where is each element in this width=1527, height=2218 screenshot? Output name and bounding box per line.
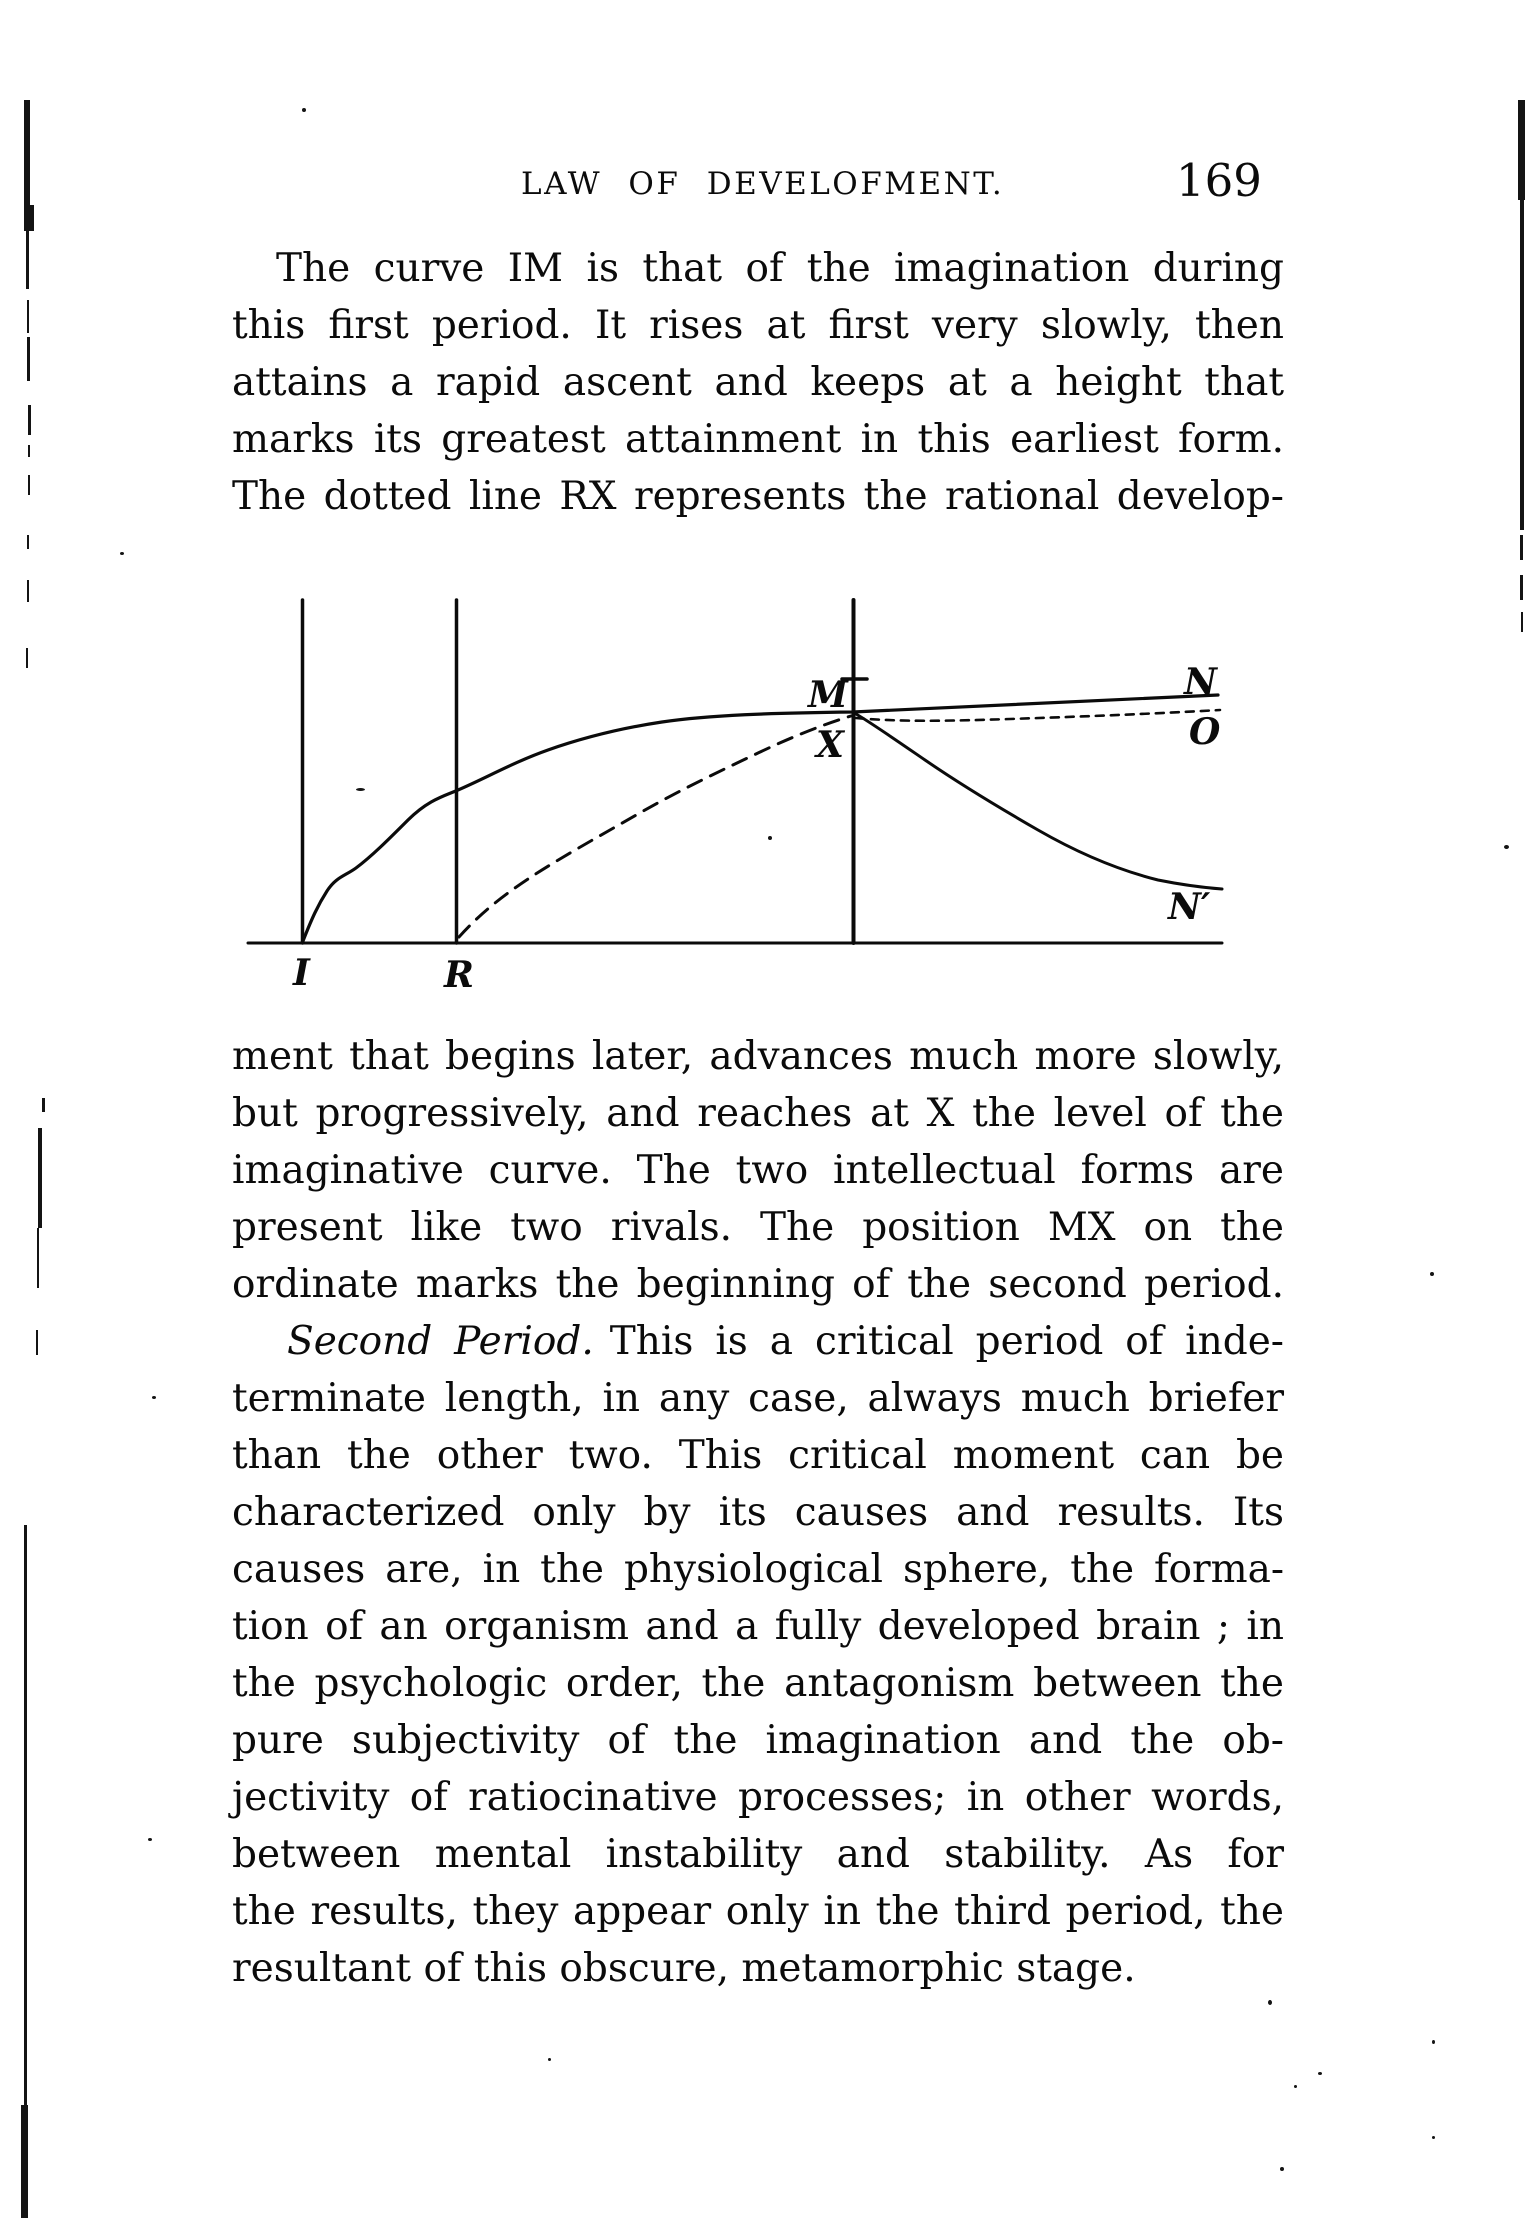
scan-artifact xyxy=(28,475,30,495)
scan-speck xyxy=(148,1838,152,1841)
scan-artifact xyxy=(27,535,29,549)
scan-artifact xyxy=(36,1330,38,1355)
text-line: than the other two. This critical moment can be xyxy=(232,1433,1284,1478)
figure-label-R: R xyxy=(444,954,474,996)
scan-artifact xyxy=(26,648,28,668)
text-line: the psychologic order, the antagonism between the xyxy=(232,1661,1284,1706)
scan-artifact xyxy=(1521,612,1523,632)
text-line: imaginative curve. The two intellectual forms are xyxy=(232,1148,1284,1193)
scan-artifact xyxy=(24,205,34,231)
scan-artifact xyxy=(28,445,30,457)
scan-artifact xyxy=(27,300,29,333)
text-line: tion of an organism and a fully developed brain ; in xyxy=(232,1604,1284,1649)
scan-speck xyxy=(1504,845,1509,849)
scan-artifact xyxy=(1520,200,1524,530)
paragraph-after-figure xyxy=(232,1028,1284,1313)
scan-speck xyxy=(548,2058,551,2061)
text-line: this first period. It rises at first very slowly, then xyxy=(232,303,1284,348)
scan-speck xyxy=(302,108,306,112)
scan-artifact xyxy=(38,1128,42,1228)
scan-artifact xyxy=(27,580,29,602)
scan-speck xyxy=(1280,2167,1284,2171)
scan-artifact xyxy=(42,1098,45,1112)
text-line: the results, they appear only in the third period, the xyxy=(232,1889,1284,1934)
text-line: pure subjectivity of the imagination and the ob- xyxy=(232,1718,1284,1763)
scan-artifact xyxy=(27,337,30,381)
curve-XO-dotted xyxy=(856,710,1220,721)
figure-label-O: O xyxy=(1189,711,1221,753)
second-period-lead: Second Period. xyxy=(287,1319,594,1364)
paragraph-second-period xyxy=(232,1313,1284,1997)
curve-RX-dashed xyxy=(459,716,851,937)
text-line: but progressively, and reaches at X the level of the xyxy=(232,1091,1284,1136)
figure-label-N: N xyxy=(1184,661,1217,703)
development-curve-figure xyxy=(180,550,1300,1030)
text-line xyxy=(232,1313,1284,1370)
text-line: causes are, in the physiological sphere, the forma- xyxy=(232,1547,1284,1592)
text-line: jectivity of ratiocinative processes; in other words, xyxy=(232,1775,1284,1820)
text-line: terminate length, in any case, always much briefer xyxy=(232,1376,1284,1421)
curve-descending-to-N-prime xyxy=(856,714,1222,889)
scan-speck xyxy=(120,552,124,555)
scan-artifact xyxy=(1520,575,1523,600)
text-line: attains a rapid ascent and keeps at a height that xyxy=(232,360,1284,405)
text-line: The curve IM is that of the imagination during xyxy=(276,246,1284,291)
scan-artifact xyxy=(1520,535,1523,560)
scan-artifact xyxy=(37,1228,39,1288)
figure-label-N-prime: N′ xyxy=(1168,886,1211,928)
scan-speck xyxy=(1294,2085,1297,2088)
scan-artifact xyxy=(21,2105,28,2218)
scan-artifact xyxy=(1518,100,1525,200)
text-line: present like two rivals. The position MX on the xyxy=(232,1205,1284,1250)
figure-label-X: X xyxy=(816,724,844,766)
scan-speck xyxy=(1430,1272,1434,1276)
scan-speck xyxy=(152,1396,156,1399)
text-line: The dotted line RX represents the rational develop- xyxy=(232,474,1284,519)
text-line: ordinate marks the beginning of the second period. xyxy=(232,1262,1284,1307)
text-line: resultant of this obscure, metamorphic stage. xyxy=(232,1946,1136,1991)
figure-label-I: I xyxy=(293,952,310,994)
figure-label-M: M xyxy=(808,674,848,716)
scan-speck xyxy=(1318,2072,1322,2075)
text-line: ment that begins later, advances much more slowly, xyxy=(232,1034,1284,1079)
second-period-first-line-rest: This is a critical period of inde- xyxy=(609,1319,1284,1364)
scan-artifact xyxy=(26,231,29,289)
paragraph-intro xyxy=(232,240,1284,525)
text-line: characterized only by its causes and results. Its xyxy=(232,1490,1284,1535)
running-header-title: LAW OF DEVELOFMENT. xyxy=(521,166,1005,202)
text-line: marks its greatest attainment in this earliest form. xyxy=(232,417,1284,462)
scan-speck xyxy=(1432,2136,1435,2139)
scan-speck xyxy=(1432,2040,1435,2044)
text-line: between mental instability and stability. As for xyxy=(232,1832,1284,1877)
scan-artifact xyxy=(24,1525,27,2105)
scan-speck xyxy=(1268,2000,1272,2005)
page-number: 169 xyxy=(1176,154,1262,207)
curve-IM-to-N xyxy=(303,695,1218,941)
scan-artifact xyxy=(28,405,31,435)
